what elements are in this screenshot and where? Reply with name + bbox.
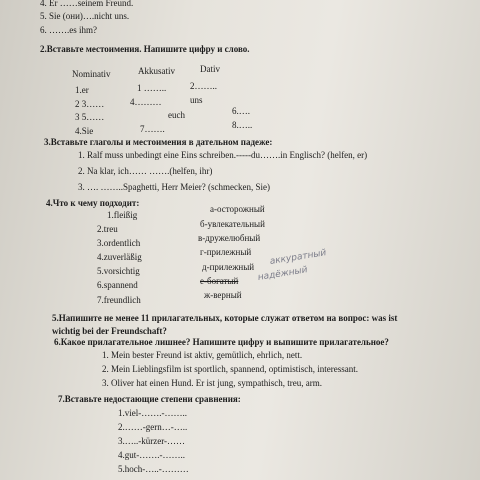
task4-right-7: ж-верный [204, 290, 242, 300]
task2-header-dativ: Dativ [200, 64, 220, 74]
handwritten-note-2: надёжный [257, 265, 309, 283]
task2-title: 2.Вставьте местоимения. Напишите цифру и слово. [40, 44, 250, 54]
task3-title: 3.Вставьте глаголы и местоимения в дательном падеже: [44, 137, 273, 147]
task4-right-3: в-дружелюбный [198, 233, 261, 243]
task5-line-2: wichtig bei der Freundschaft? [52, 326, 167, 336]
task4-left-6: 6.spannend [97, 280, 138, 290]
task3-item-2: 2. Na klar, ich…… …….(helfen, ihr) [78, 166, 213, 176]
task4-title: 4.Что к чему подходит: [46, 198, 140, 208]
task7-item-4: 4.gut-…….-…….. [118, 450, 185, 460]
top-line-5: 5. Sie (они)….nicht uns. [40, 11, 130, 21]
task3-item-3: 3. …. ……..Spaghetti, Herr Meier? (schmecken, Sie) [78, 182, 270, 192]
task5-line-1: 5.Напишите не менее 11 прилагательных, которые служат ответом на вопрос: was ist [52, 313, 398, 323]
task6-title: 6.Какое прилагательное лишнее? Напишите цифру и выпишите прилагательное? [54, 337, 389, 347]
task2-akk-1: 1 …….. [137, 83, 167, 93]
task2-akk-3: euch [168, 110, 185, 120]
task4-left-3: 3.ordentlich [97, 238, 141, 248]
task4-right-6: е-богатый [200, 276, 239, 286]
task4-left-7: 7.freundlich [97, 295, 141, 305]
task4-left-5: 5.vorsichtig [97, 266, 140, 276]
task2-dat-3: 6.…. [232, 106, 250, 116]
task2-header-akkusativ: Akkusativ [138, 66, 175, 76]
task7-item-1: 1.viel-…….-…….. [118, 408, 187, 418]
task2-nom-3: 3 5…… [75, 112, 105, 122]
top-line-4: 4. Er ……seinem Freund. [40, 0, 134, 8]
top-line-6: 6. …….es ihm? [40, 25, 97, 35]
task4-right-4: г-прилежный [200, 247, 252, 257]
task2-dat-1: 2…….. [190, 81, 217, 91]
task7-title: 7.Вставьте недостающие степени сравнения: [58, 394, 241, 404]
task7-item-2: 2.……-gern…-….. [118, 422, 188, 432]
task4-right-5: д-прилежный [202, 262, 255, 272]
task7-item-3: 3.…..-kürzer-…… [118, 436, 186, 446]
task7-item-5: 5.hoch-…..-……… [118, 464, 189, 474]
task2-nom-1: 1.er [75, 85, 89, 95]
handwritten-note-1: аккуратный [269, 248, 328, 267]
task2-nom-4: 4.Sie [75, 126, 94, 136]
task6-item-2: 2. Mein Lieblingsfilm ist sportlich, spannend, optimistisch, interessant. [102, 364, 358, 374]
task4-right-2: б-увлекательный [200, 219, 265, 229]
task6-item-1: 1. Mein bester Freund ist aktiv, gemütlich, ehrlich, nett. [102, 350, 303, 360]
task6-item-3: 3. Oliver hat einen Hund. Er ist jung, sympathisch, treu, arm. [102, 378, 322, 388]
task2-dat-4: 8.….. [232, 120, 253, 130]
task4-left-2: 2.treu [97, 224, 118, 234]
task4-left-4: 4.zuverläßig [97, 252, 142, 262]
task2-nom-2: 2 3…… [75, 99, 105, 109]
task2-akk-2: 4……… [130, 97, 162, 107]
task4-right-1: а-осторожный [210, 204, 265, 214]
task3-item-1: 1. Ralf muss unbedingt eine Eins schreiben.-----du…….in Englisch? (helfen, er) [78, 150, 368, 160]
task2-header-nominativ: Nominativ [72, 69, 111, 79]
task4-left-1: 1.fleißig [107, 210, 138, 220]
task2-akk-4: 7……. [140, 124, 165, 134]
task2-dat-2: uns [190, 95, 203, 105]
